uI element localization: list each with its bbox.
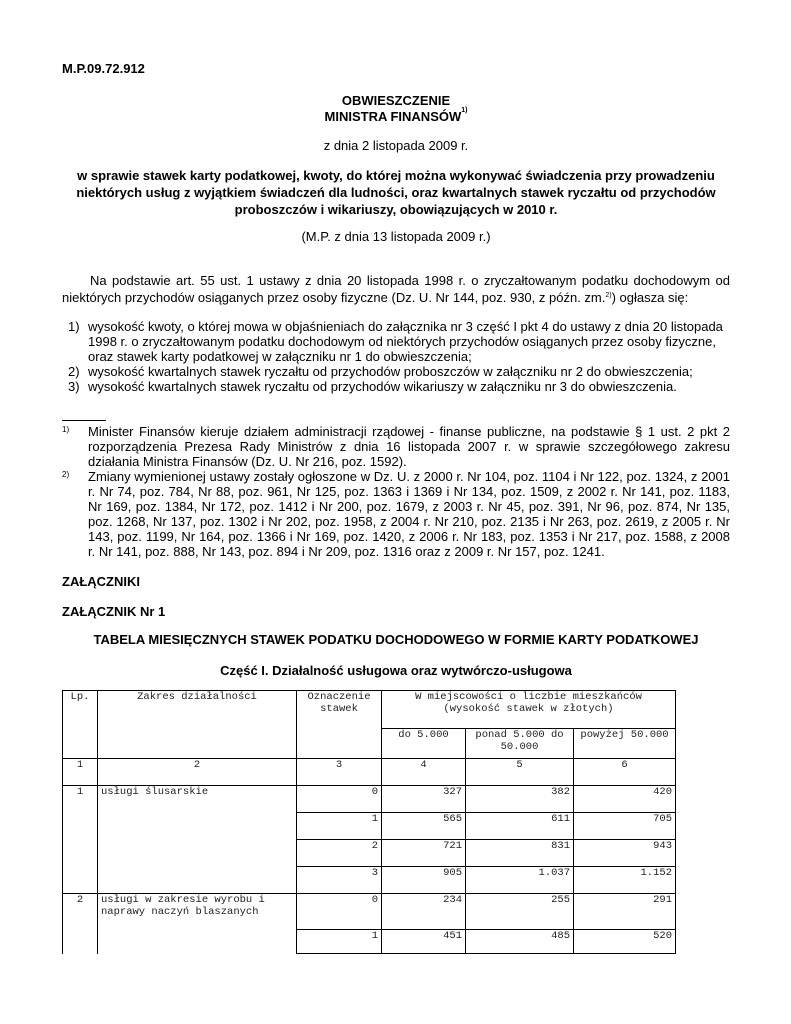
title-minister-text: MINISTRA FINANSÓW: [324, 109, 462, 124]
table-row: [63, 840, 676, 867]
table-title: TABELA MIESIĘCZNYCH STAWEK PODATKU DOCHODOWEGO W FORMIE KARTY PODATKOWEJ: [93, 632, 699, 647]
list-item-number: 2): [68, 364, 80, 379]
list-item: [62, 379, 730, 394]
list-item-number: 3): [68, 379, 80, 394]
document-reference: M.P.09.72.912: [62, 61, 145, 76]
publication-reference: (M.P. z dnia 13 listopada 2009 r.): [301, 229, 491, 244]
header-oznaczenie: Oznaczenie stawek: [297, 691, 382, 759]
list-item: [62, 364, 730, 379]
table-row: [63, 894, 676, 930]
footnote-1-mark: 1): [62, 425, 70, 434]
intro-text-a: Na podstawie art. 55 ust. 1 ustawy z dnia 20 listopada 1998 r. o zryczałtowanym podatku dochodowym od niektórych przychodów osiąganych przez osoby fizyczne (Dz. U. Nr 144, poz. 930, z późn. zm.: [62, 273, 730, 305]
cell-value: 905: [382, 867, 466, 894]
cell-zakres: usługi ślusarskie: [98, 786, 297, 813]
cell-value: 705: [574, 813, 676, 840]
table-row: [63, 867, 676, 894]
intro-footnote-ref: 2): [605, 292, 612, 299]
header-col-3: powyżej 50.000: [574, 729, 676, 759]
header-col-1: do 5.000: [382, 729, 466, 759]
cell-value: 382: [466, 786, 574, 813]
footnote-2: [62, 469, 730, 559]
cell-zakres: [98, 813, 297, 840]
table-row: [63, 930, 676, 954]
intro-text-b: ) ogłasza się:: [611, 290, 689, 305]
cell-value: 255: [466, 894, 574, 930]
cell-value: 721: [382, 840, 466, 867]
cell-value: 611: [466, 813, 574, 840]
colnum-5: 5: [466, 759, 574, 786]
header-zakres: Zakres działalności: [98, 691, 297, 759]
part-title: Część I. Działalność usługowa oraz wytwórczo-usługowa: [220, 663, 572, 678]
cell-lp: [63, 867, 98, 894]
table-row: [63, 813, 676, 840]
cell-oznaczenie: 2: [297, 840, 382, 867]
colnum-4: 4: [382, 759, 466, 786]
list-item: [62, 319, 730, 364]
cell-oznaczenie: 3: [297, 867, 382, 894]
announcement-list: [62, 319, 730, 394]
cell-value: 451: [382, 930, 466, 954]
list-item-number: 1): [68, 319, 80, 334]
cell-value: 420: [574, 786, 676, 813]
footnote-separator: [62, 420, 106, 421]
header-group: W miejscowości o liczbie mieszkańców (wysokość stawek w złotych): [382, 691, 676, 729]
attachment-1-heading: ZAŁĄCZNIK Nr 1: [62, 604, 166, 619]
cell-oznaczenie: 0: [297, 786, 382, 813]
title-obwieszczenie: OBWIESZCZENIE: [341, 93, 451, 108]
header-col-2: ponad 5.000 do 50.000: [466, 729, 574, 759]
cell-lp: [63, 930, 98, 954]
cell-lp: 1: [63, 786, 98, 813]
cell-value: 1.152: [574, 867, 676, 894]
footnote-1: [62, 424, 730, 469]
footnote-2-mark: 2): [62, 470, 70, 479]
cell-oznaczenie: 1: [297, 930, 382, 954]
cell-value: 520: [574, 930, 676, 954]
cell-oznaczenie: 1: [297, 813, 382, 840]
footnote-2-text: Zmiany wymienionej ustawy zostały ogłoszone w Dz. U. z 2000 r. Nr 104, poz. 1104 i Nr 122, poz. 1324, z 2001 r. Nr 74, poz. 784, Nr 88, poz. 961, Nr 125, poz. 1363 i 1369 i Nr 134, poz. 1509, z 2002 r. Nr 141, poz. 1183, Nr 169, poz. 1384, Nr 172, poz. 1412 i Nr 200, poz. 1679, z 2003 r. Nr 45, poz. 391, Nr 96, poz. 874, Nr 135, poz. 1268, Nr 137, poz. 1302 i Nr 202, poz. 1958, z 2004 r. Nr 210, poz. 2135 i Nr 263, poz. 2619, z 2005 r. Nr 143, poz. 1199, Nr 164, poz. 1366 i Nr 169, poz. 1420, z 2006 r. Nr 183, poz. 1353 i Nr 217, poz. 1588, z 2008 r. Nr 141, poz. 888, Nr 143, poz. 894 i Nr 209, poz. 1316 oraz z 2009 r. Nr 157, poz. 1241.: [88, 469, 730, 559]
header-lp: Lp.: [63, 691, 98, 759]
cell-value: 485: [466, 930, 574, 954]
document-subject: w sprawie stawek karty podatkowej, kwoty, do której można wykonywać świadczenia przy prowadzeniu niektórych usług z wyjątkiem świadczeń dla ludności, oraz kwartalnych stawek ryczałtu od przychodów proboszczów i wikariuszy, obowiązujących w 2010 r.: [76, 168, 716, 217]
cell-value: 234: [382, 894, 466, 930]
cell-lp: 2: [63, 894, 98, 930]
colnum-2: 2: [98, 759, 297, 786]
rates-table: [62, 690, 676, 954]
colnum-1: 1: [63, 759, 98, 786]
intro-paragraph: [62, 272, 730, 306]
cell-lp: [63, 840, 98, 867]
list-item-text: wysokość kwartalnych stawek ryczałtu od przychodów wikariuszy w załączniku nr 3 do obwieszczenia.: [88, 379, 677, 394]
cell-value: 943: [574, 840, 676, 867]
attachments-heading: ZAŁĄCZNIKI: [62, 574, 140, 589]
cell-value: 291: [574, 894, 676, 930]
cell-value: 831: [466, 840, 574, 867]
cell-zakres: [98, 867, 297, 894]
footnote-1-text: Minister Finansów kieruje działem administracji rządowej - finanse publiczne, na podstawie § 1 ust. 2 pkt 2 rozporządzenia Prezesa Rady Ministrów z dnia 16 listopada 2007 r. w sprawie szczegółowego zakresu działania Ministra Finansów (Dz. U. Nr 216, poz. 1592).: [88, 424, 730, 469]
title-minister: [62, 109, 730, 124]
document-date: z dnia 2 listopada 2009 r.: [323, 138, 469, 153]
cell-lp: [63, 813, 98, 840]
list-item-text: wysokość kwoty, o której mowa w objaśnieniach do załącznika nr 3 część I pkt 4 do ustawy z dnia 20 listopada 1998 r. o zryczałtowanym podatku dochodowym od niektórych przychodów osiąganych przez osoby fizyczne, oraz stawek karty podatkowej w załączniku nr 1 do obwieszczenia;: [88, 319, 723, 364]
list-item-text: wysokość kwartalnych stawek ryczałtu od przychodów proboszczów w załączniku nr 2 do obwieszczenia;: [88, 364, 693, 379]
colnum-3: 3: [297, 759, 382, 786]
title-footnote-ref: 1): [461, 107, 468, 114]
cell-zakres: [98, 840, 297, 867]
cell-zakres: [98, 930, 297, 954]
cell-value: 327: [382, 786, 466, 813]
colnum-6: 6: [574, 759, 676, 786]
cell-value: 1.037: [466, 867, 574, 894]
cell-oznaczenie: 0: [297, 894, 382, 930]
table-row: [63, 786, 676, 813]
cell-zakres: usługi w zakresie wyrobu i naprawy naczyń blaszanych: [98, 894, 297, 930]
cell-value: 565: [382, 813, 466, 840]
